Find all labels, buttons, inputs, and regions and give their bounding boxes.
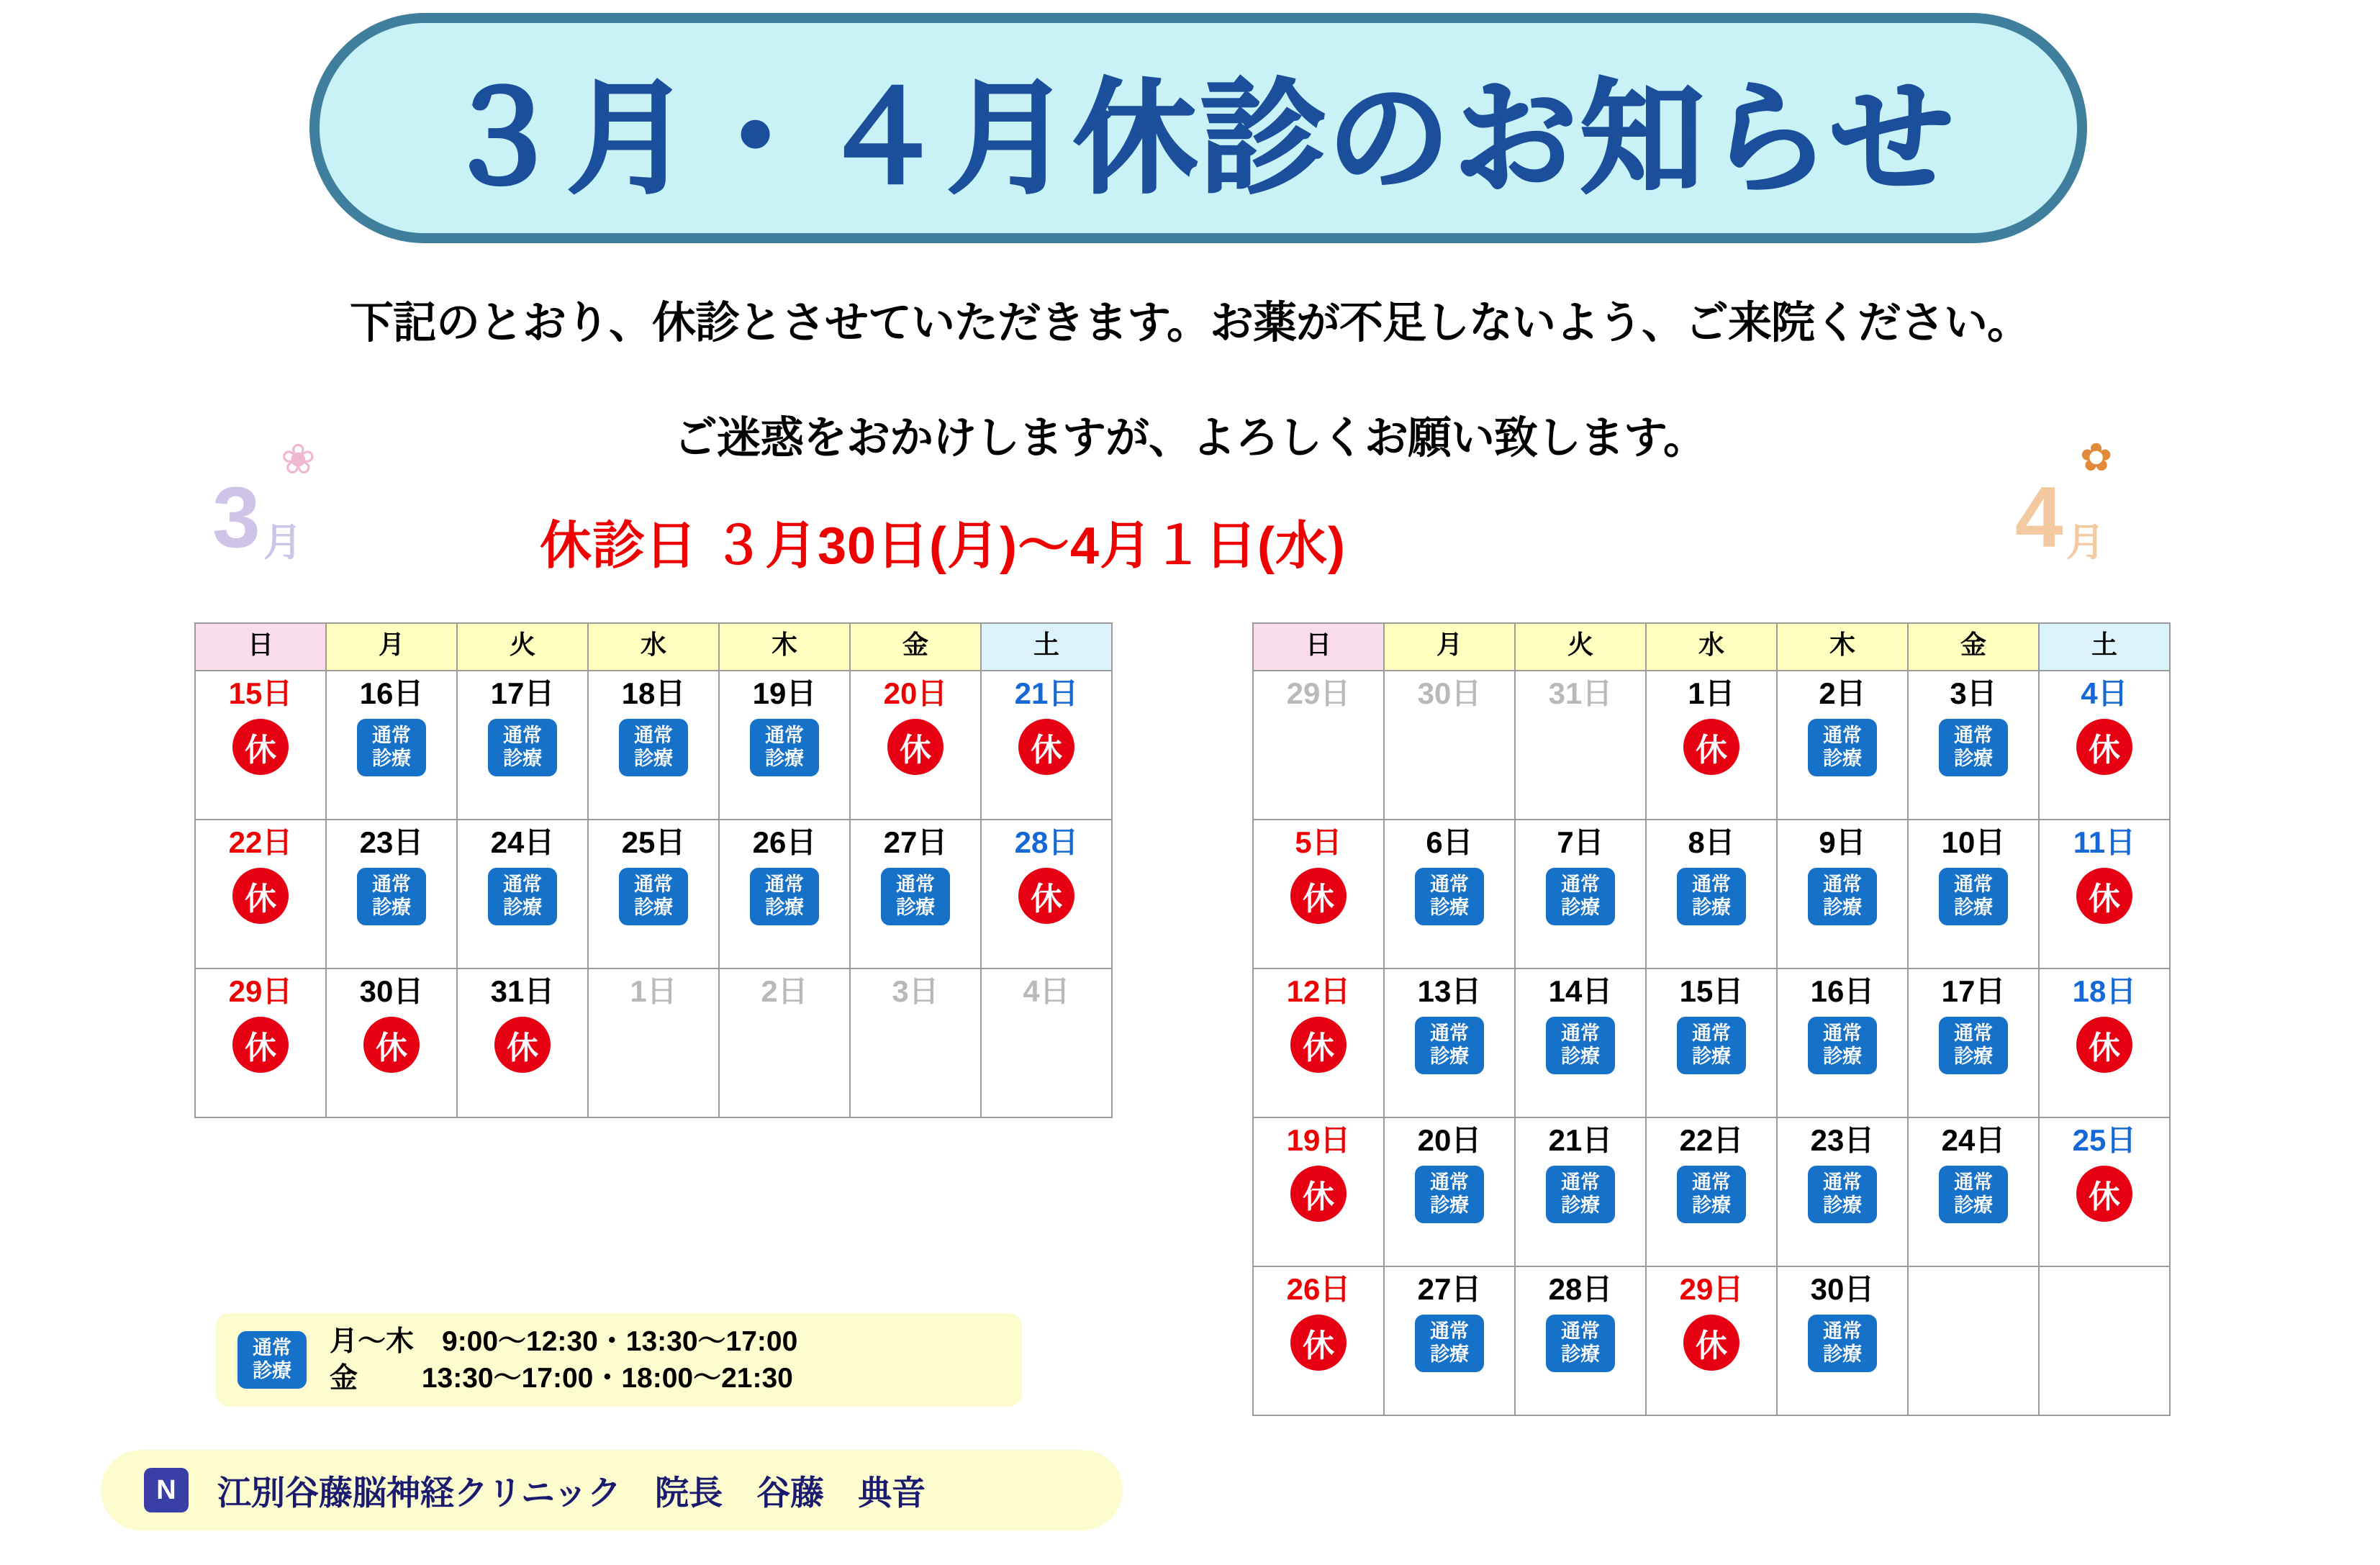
holiday-badge: 休	[363, 1017, 420, 1073]
legend-hours	[330, 1323, 797, 1397]
march-header-日: 日	[195, 623, 326, 671]
march-day-cell	[588, 820, 719, 969]
day-number: 28日	[1014, 825, 1079, 859]
day-number: 4日	[2081, 676, 2128, 710]
holiday-badge: 休	[2076, 1017, 2132, 1073]
day-number: 31日	[490, 974, 555, 1008]
open-badge-line2: 診療	[1823, 897, 1862, 919]
march-day-cell	[850, 820, 981, 969]
open-badge	[1808, 1017, 1877, 1074]
march-day-cell	[195, 820, 326, 969]
march-day-cell	[457, 671, 588, 820]
open-badge-line2: 診療	[765, 897, 804, 919]
open-badge-line1: 通常	[1430, 1022, 1469, 1045]
march-calendar	[194, 622, 1113, 1118]
april-header-金: 金	[1908, 623, 2039, 671]
day-number: 29日	[1286, 676, 1351, 710]
holiday-badge: 休	[1290, 1166, 1347, 1222]
march-day-cell	[588, 671, 719, 820]
april-calendar	[1252, 622, 2171, 1416]
open-badge	[750, 719, 819, 776]
holiday-badge: 休	[887, 719, 944, 775]
april-day-cell	[1908, 1117, 2039, 1266]
day-number: 21日	[1548, 1123, 1613, 1157]
april-badge-kanji: 月	[2065, 521, 2105, 564]
open-badge	[1546, 1017, 1615, 1074]
april-badge-number: 4	[2015, 469, 2063, 566]
open-badge-line2: 診療	[765, 748, 804, 770]
day-number: 5日	[1295, 825, 1342, 859]
march-month-badge	[212, 436, 316, 567]
open-badge-line1: 通常	[1823, 874, 1862, 896]
april-day-cell	[1777, 820, 1908, 969]
april-day-cell	[1384, 671, 1515, 820]
open-badge	[1939, 1166, 2008, 1223]
april-day-cell	[1253, 820, 1384, 969]
open-badge-line1: 通常	[503, 874, 542, 896]
day-number: 30日	[1417, 676, 1482, 710]
day-number: 23日	[1810, 1123, 1875, 1157]
day-number: 20日	[1417, 1123, 1482, 1157]
april-day-cell	[2039, 969, 2170, 1117]
day-number: 16日	[359, 676, 424, 710]
day-number: 18日	[2072, 974, 2137, 1008]
open-badge	[1415, 1315, 1484, 1372]
april-day-cell	[1384, 969, 1515, 1117]
day-number: 24日	[490, 825, 555, 859]
march-day-cell	[850, 671, 981, 820]
april-day-cell	[1646, 969, 1777, 1117]
calendar-body	[1253, 671, 2170, 1415]
april-header-木: 木	[1777, 623, 1908, 671]
title-banner	[309, 13, 2087, 243]
holiday-badge: 休	[232, 868, 289, 924]
open-badge	[1939, 719, 2008, 776]
day-number: 19日	[1286, 1123, 1351, 1157]
closed-dates-line: 休診日 ３月30日(月)〜4月１日(水)	[539, 517, 1347, 575]
open-badge-line1: 通常	[1692, 1022, 1731, 1045]
holiday-badge: 休	[2076, 868, 2132, 924]
day-number: 25日	[2072, 1123, 2137, 1157]
march-day-cell	[326, 820, 457, 969]
calendar-week-row	[195, 820, 1112, 969]
open-badge-line2: 診療	[1561, 1194, 1600, 1217]
open-badge	[1546, 1315, 1615, 1372]
open-badge-line1: 通常	[1823, 1022, 1862, 1045]
april-day-cell	[1384, 820, 1515, 969]
march-badge-kanji: 月	[263, 521, 302, 564]
holiday-badge: 休	[1290, 1315, 1347, 1371]
day-number: 7日	[1557, 825, 1604, 859]
day-number: 8日	[1688, 825, 1735, 859]
open-badge-line1: 通常	[1954, 1171, 1993, 1194]
bell-icon: ✿	[2080, 436, 2113, 479]
april-day-cell	[1384, 1117, 1515, 1266]
clinic-logo-icon: N	[144, 1468, 189, 1512]
legend-hours-line1: 月〜木 9:00〜12:30・13:30〜17:00	[330, 1325, 798, 1357]
title-pill	[309, 13, 2087, 243]
open-badge-line1: 通常	[503, 725, 542, 747]
april-day-cell	[1515, 1266, 1646, 1415]
open-badge	[1808, 1166, 1877, 1223]
day-number: 19日	[752, 676, 817, 710]
march-header-木: 木	[719, 623, 850, 671]
open-badge-line2: 診療	[1692, 1045, 1731, 1068]
calendar-header-row	[195, 623, 1112, 671]
open-badge	[1808, 868, 1877, 925]
open-badge-line2: 診療	[1823, 748, 1862, 770]
march-day-cell	[719, 969, 850, 1117]
open-badge-line1: 通常	[1823, 1320, 1862, 1343]
open-badge-line1: 通常	[1692, 874, 1731, 896]
march-day-cell	[588, 969, 719, 1117]
open-badge-line2: 診療	[1823, 1343, 1862, 1366]
april-header-水: 水	[1646, 623, 1777, 671]
open-badge	[1677, 868, 1746, 925]
open-badge-line1: 通常	[1954, 1022, 1993, 1045]
calendar-week-row	[1253, 969, 2170, 1117]
march-day-cell	[981, 671, 1112, 820]
open-badge-line1: 通常	[1561, 1171, 1600, 1194]
day-number: 28日	[1548, 1272, 1613, 1306]
april-day-cell	[1777, 1117, 1908, 1266]
open-badge	[1808, 719, 1877, 776]
clinic-footer	[101, 1450, 1123, 1530]
april-day-cell	[1515, 671, 1646, 820]
day-number: 23日	[359, 825, 424, 859]
open-badge-line1: 通常	[1430, 874, 1469, 896]
clinic-name: 江別谷藤脳神経クリニック 院長 谷藤 典音	[217, 1473, 926, 1512]
day-number: 13日	[1417, 974, 1482, 1008]
april-day-cell	[1515, 969, 1646, 1117]
open-badge-line2: 診療	[634, 748, 673, 770]
lead-line-2: ご迷惑をおかけしますが、よろしくお願い致します。	[673, 413, 1707, 462]
legend-open-line1: 通常	[253, 1337, 291, 1359]
day-number: 30日	[359, 974, 424, 1008]
calendar-header-row	[1253, 623, 2170, 671]
april-day-cell	[1253, 671, 1384, 820]
open-badge-line1: 通常	[372, 725, 411, 747]
open-badge	[488, 719, 557, 776]
day-number: 27日	[883, 825, 948, 859]
day-number: 22日	[228, 825, 293, 859]
day-number: 9日	[1819, 825, 1866, 859]
april-day-cell	[2039, 671, 2170, 820]
day-number: 1日	[1688, 676, 1735, 710]
open-badge-line1: 通常	[1823, 725, 1862, 747]
open-badge	[1939, 868, 2008, 925]
open-badge-line2: 診療	[1430, 1194, 1469, 1217]
holiday-badge: 休	[232, 719, 289, 775]
day-number: 2日	[761, 974, 808, 1008]
open-badge	[1939, 1017, 2008, 1074]
open-badge-line1: 通常	[1561, 1022, 1600, 1045]
legend-hours-line2: 金 13:30〜17:00・18:00〜21:30	[330, 1363, 793, 1394]
open-badge-line2: 診療	[503, 897, 542, 919]
day-number: 15日	[228, 676, 293, 710]
open-badge-line2: 診療	[1561, 897, 1600, 919]
open-badge-line1: 通常	[1430, 1171, 1469, 1194]
open-badge-line2: 診療	[1823, 1194, 1862, 1217]
april-day-cell	[1646, 820, 1777, 969]
april-day-cell	[1777, 969, 1908, 1117]
april-day-cell	[1908, 969, 2039, 1117]
open-badge	[1808, 1315, 1877, 1372]
march-header-土: 土	[981, 623, 1112, 671]
cherry-blossom-icon: ❀	[281, 436, 316, 483]
open-badge	[1415, 1017, 1484, 1074]
open-badge-line2: 診療	[1823, 1045, 1862, 1068]
open-badge-line2: 診療	[634, 897, 673, 919]
calendar-week-row	[195, 969, 1112, 1117]
open-badge-line1: 通常	[896, 874, 935, 896]
day-number: 17日	[1941, 974, 2006, 1008]
holiday-badge: 休	[1683, 719, 1739, 775]
open-badge	[619, 868, 688, 925]
day-number: 30日	[1810, 1272, 1875, 1306]
calendar-week-row	[1253, 1117, 2170, 1266]
day-number: 15日	[1679, 974, 1744, 1008]
april-day-cell	[1253, 1266, 1384, 1415]
day-number: 18日	[621, 676, 686, 710]
calendar-week-row	[1253, 1266, 2170, 1415]
march-day-cell	[850, 969, 981, 1117]
april-day-cell	[1646, 671, 1777, 820]
march-badge-number: 3	[212, 469, 261, 566]
day-number: 3日	[892, 974, 939, 1008]
open-badge-line1: 通常	[634, 874, 673, 896]
march-day-cell	[457, 969, 588, 1117]
april-header-月: 月	[1384, 623, 1515, 671]
day-number: 10日	[1941, 825, 2006, 859]
open-badge-line2: 診療	[503, 748, 542, 770]
march-day-cell	[457, 820, 588, 969]
open-badge-line2: 診療	[1692, 897, 1731, 919]
page-title: ３月・４月休診のお知らせ	[440, 69, 1957, 208]
day-number: 2日	[1819, 676, 1866, 710]
day-number: 26日	[752, 825, 817, 859]
april-day-cell	[2039, 1266, 2170, 1415]
calendar-body	[195, 671, 1112, 1117]
april-day-cell	[1515, 1117, 1646, 1266]
open-badge-line2: 診療	[1954, 748, 1993, 770]
open-badge-line1: 通常	[1561, 874, 1600, 896]
open-badge	[357, 719, 426, 776]
march-day-cell	[719, 671, 850, 820]
open-badge	[488, 868, 557, 925]
day-number: 16日	[1810, 974, 1875, 1008]
open-badge	[881, 868, 950, 925]
april-day-cell	[1646, 1266, 1777, 1415]
open-badge-line2: 診療	[1954, 1194, 1993, 1217]
march-day-cell	[195, 671, 326, 820]
open-badge-line1: 通常	[634, 725, 673, 747]
day-number: 25日	[621, 825, 686, 859]
open-badge-line1: 通常	[1823, 1171, 1862, 1194]
april-day-cell	[1646, 1117, 1777, 1266]
day-number: 26日	[1286, 1272, 1351, 1306]
calendar-week-row	[195, 671, 1112, 820]
day-number: 12日	[1286, 974, 1351, 1008]
holiday-badge: 休	[494, 1017, 551, 1073]
open-badge-line1: 通常	[765, 725, 804, 747]
march-day-cell	[326, 671, 457, 820]
holiday-badge: 休	[1683, 1315, 1739, 1371]
april-month-badge	[2015, 436, 2113, 567]
day-number: 24日	[1941, 1123, 2006, 1157]
day-number: 4日	[1023, 974, 1070, 1008]
open-badge-line1: 通常	[765, 874, 804, 896]
day-number: 22日	[1679, 1123, 1744, 1157]
march-day-cell	[981, 969, 1112, 1117]
holiday-badge: 休	[232, 1017, 289, 1073]
april-day-cell	[1908, 820, 2039, 969]
open-badge-line1: 通常	[372, 874, 411, 896]
legend-open-badge	[237, 1331, 307, 1389]
open-badge-line2: 診療	[1430, 1045, 1469, 1068]
open-badge-line1: 通常	[1430, 1320, 1469, 1343]
open-badge-line2: 診療	[372, 897, 411, 919]
day-number: 29日	[1679, 1272, 1744, 1306]
calendar-week-row	[1253, 671, 2170, 820]
open-badge-line2: 診療	[1954, 897, 1993, 919]
april-day-cell	[1908, 1266, 2039, 1415]
april-day-cell	[1515, 820, 1646, 969]
open-badge-line2: 診療	[1430, 1343, 1469, 1366]
hours-legend	[216, 1313, 1022, 1407]
day-number: 20日	[883, 676, 948, 710]
legend-open-line2: 診療	[253, 1360, 291, 1382]
march-header-金: 金	[850, 623, 981, 671]
open-badge-line2: 診療	[372, 748, 411, 770]
day-number: 14日	[1548, 974, 1613, 1008]
march-day-cell	[981, 820, 1112, 969]
open-badge	[619, 719, 688, 776]
march-header-水: 水	[588, 623, 719, 671]
april-header-土: 土	[2039, 623, 2170, 671]
april-day-cell	[1908, 671, 2039, 820]
march-day-cell	[326, 969, 457, 1117]
open-badge-line1: 通常	[1954, 874, 1993, 896]
open-badge	[1677, 1166, 1746, 1223]
open-badge-line2: 診療	[1561, 1343, 1600, 1366]
day-number: 3日	[1950, 676, 1997, 710]
april-header-日: 日	[1253, 623, 1384, 671]
open-badge-line1: 通常	[1692, 1171, 1731, 1194]
calendar-week-row	[1253, 820, 2170, 969]
april-day-cell	[2039, 820, 2170, 969]
march-header-火: 火	[457, 623, 588, 671]
open-badge-line1: 通常	[1561, 1320, 1600, 1343]
holiday-badge: 休	[1018, 719, 1074, 775]
march-day-cell	[195, 969, 326, 1117]
holiday-badge: 休	[1018, 868, 1074, 924]
open-badge-line2: 診療	[1692, 1194, 1731, 1217]
day-number: 27日	[1417, 1272, 1482, 1306]
april-day-cell	[1253, 1117, 1384, 1266]
march-header-月: 月	[326, 623, 457, 671]
april-day-cell	[1253, 969, 1384, 1117]
open-badge	[357, 868, 426, 925]
day-number: 11日	[2073, 825, 2136, 859]
day-number: 1日	[630, 974, 677, 1008]
april-header-火: 火	[1515, 623, 1646, 671]
april-day-cell	[1384, 1266, 1515, 1415]
lead-line-1: 下記のとおり、休診とさせていただきます。お薬が不足しないよう、ご来院ください。	[349, 298, 2031, 347]
day-number: 31日	[1548, 676, 1613, 710]
april-day-cell	[2039, 1117, 2170, 1266]
open-badge-line1: 通常	[1954, 725, 1993, 747]
march-day-cell	[719, 820, 850, 969]
open-badge	[1415, 868, 1484, 925]
open-badge-line2: 診療	[1954, 1045, 1993, 1068]
open-badge	[1546, 1166, 1615, 1223]
open-badge-line2: 診療	[1561, 1045, 1600, 1068]
holiday-badge: 休	[2076, 719, 2132, 775]
holiday-badge: 休	[1290, 868, 1347, 924]
holiday-badge: 休	[1290, 1017, 1347, 1073]
open-badge	[1415, 1166, 1484, 1223]
april-day-cell	[1777, 1266, 1908, 1415]
open-badge	[750, 868, 819, 925]
day-number: 17日	[490, 676, 555, 710]
open-badge-line2: 診療	[1430, 897, 1469, 919]
day-number: 21日	[1014, 676, 1079, 710]
open-badge	[1546, 868, 1615, 925]
april-day-cell	[1777, 671, 1908, 820]
open-badge	[1677, 1017, 1746, 1074]
day-number: 6日	[1426, 825, 1473, 859]
holiday-badge: 休	[2076, 1166, 2132, 1222]
day-number: 29日	[228, 974, 293, 1008]
open-badge-line2: 診療	[896, 897, 935, 919]
